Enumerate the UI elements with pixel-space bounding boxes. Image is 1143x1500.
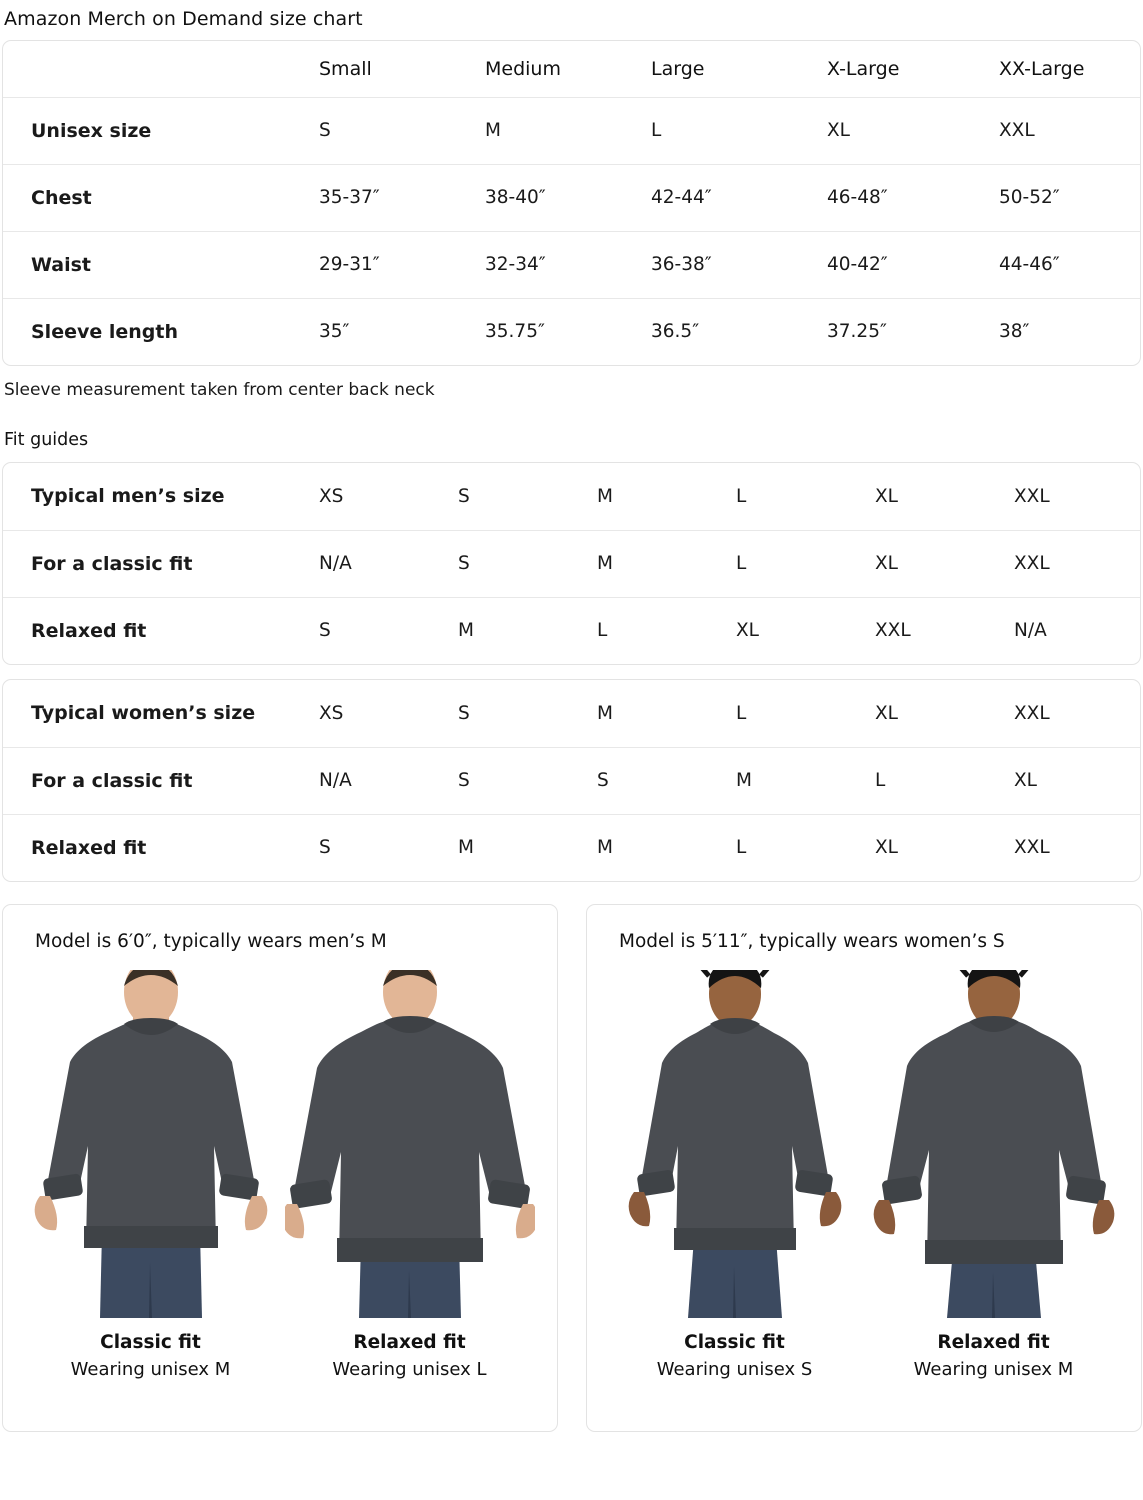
womens-model-caption: Model is 5′11″, typically wears women’s S (619, 931, 1005, 952)
womens-captions (605, 1324, 1123, 1380)
mens-captions (21, 1324, 539, 1380)
row-label-womens-relaxed-fit: Relaxed fit (31, 836, 147, 859)
table-row (3, 814, 1141, 881)
table-row (3, 164, 1140, 231)
cell-womens-classic-3: S (597, 747, 736, 814)
cell-mens-typical-1: XS (319, 463, 458, 530)
cell-mens-relaxed-3: L (597, 620, 608, 642)
female-model-relaxed-illustration (869, 970, 1119, 1318)
page-title: Amazon Merch on Demand size chart (4, 8, 363, 30)
mens-figures (21, 958, 539, 1318)
womens-figures (605, 958, 1123, 1318)
womens-relaxed-caption-block (869, 1324, 1119, 1380)
cell-waist-xxlarge: 44-46″ (999, 231, 1140, 298)
cell-womens-typical-1: XS (319, 680, 458, 747)
mens-relaxed-wearing-label: Wearing unisex L (332, 1359, 487, 1380)
male-model-classic-illustration (26, 970, 276, 1318)
cell-mens-relaxed-6: N/A (1014, 620, 1047, 642)
cell-mens-classic-6: XXL (1014, 530, 1141, 597)
womens-fit-guide-card (2, 679, 1141, 882)
table-row (3, 680, 1141, 747)
header-cell-xxlarge: XX-Large (999, 41, 1140, 97)
male-model-relaxed-illustration (285, 970, 535, 1318)
cell-waist-large: 36-38″ (651, 231, 827, 298)
cell-waist-medium: 32-34″ (485, 231, 651, 298)
mens-model-card (2, 904, 558, 1432)
size-chart-table (3, 41, 1140, 365)
cell-mens-relaxed-4: XL (736, 620, 759, 642)
cell-unisex-xlarge: XL (827, 97, 999, 164)
cell-womens-relaxed-1: S (319, 837, 331, 859)
cell-unisex-large: L (651, 97, 827, 164)
cell-chest-large: 42-44″ (651, 164, 827, 231)
header-cell-small: Small (319, 41, 485, 97)
table-row (3, 463, 1141, 530)
mens-relaxed-fit-figure (285, 970, 535, 1318)
womens-classic-caption-block (610, 1324, 860, 1380)
cell-womens-typical-3: M (597, 680, 736, 747)
row-label-sleeve-length: Sleeve length (31, 320, 178, 343)
table-row (3, 97, 1140, 164)
table-row (3, 747, 1141, 814)
womens-classic-wearing-label: Wearing unisex S (656, 1359, 813, 1380)
header-cell-xlarge: X-Large (827, 41, 999, 97)
mens-classic-wearing-label: Wearing unisex M (70, 1359, 231, 1380)
cell-unisex-small: S (319, 97, 485, 164)
cell-mens-classic-4: L (736, 530, 875, 597)
cell-waist-small: 29-31″ (319, 231, 485, 298)
womens-relaxed-wearing-label: Wearing unisex M (913, 1359, 1074, 1380)
table-row (3, 231, 1140, 298)
cell-mens-classic-5: XL (875, 530, 1014, 597)
mens-fit-guide-card (2, 462, 1141, 665)
cell-mens-typical-4: L (736, 463, 875, 530)
cell-mens-typical-5: XL (875, 463, 1014, 530)
cell-womens-classic-1: N/A (319, 747, 458, 814)
fit-guides-label: Fit guides (4, 430, 89, 450)
mens-classic-caption-block (26, 1324, 276, 1380)
womens-fit-table (3, 680, 1141, 881)
mens-classic-fit-label: Classic fit (100, 1332, 201, 1353)
row-label-mens-classic-fit: For a classic fit (3, 530, 319, 597)
cell-unisex-xxlarge: XXL (999, 97, 1140, 164)
cell-womens-relaxed-3: M (597, 837, 613, 859)
table-row (3, 597, 1141, 664)
cell-womens-typical-5: XL (875, 680, 1014, 747)
cell-womens-classic-5: L (875, 747, 1014, 814)
table-header-row (3, 41, 1140, 97)
cell-womens-relaxed-2: M (458, 837, 474, 859)
cell-mens-relaxed-2: M (458, 620, 474, 642)
cell-womens-relaxed-6: XXL (1014, 837, 1050, 859)
cell-womens-typical-2: S (458, 680, 597, 747)
mens-relaxed-caption-block (285, 1324, 535, 1380)
womens-relaxed-fit-label: Relaxed fit (937, 1332, 1050, 1353)
cell-womens-typical-4: L (736, 680, 875, 747)
cell-chest-xlarge: 46-48″ (827, 164, 999, 231)
size-chart-card (2, 40, 1141, 366)
mens-classic-fit-figure (26, 970, 276, 1318)
cell-mens-classic-3: M (597, 530, 736, 597)
cell-mens-classic-2: S (458, 530, 597, 597)
cell-chest-small: 35-37″ (319, 164, 485, 231)
cell-womens-typical-6: XXL (1014, 680, 1141, 747)
table-row (3, 530, 1141, 597)
cell-mens-relaxed-5: XXL (875, 620, 911, 642)
cell-unisex-medium: M (485, 97, 651, 164)
cell-sleeve-xlarge: 37.25″ (827, 321, 887, 343)
cell-chest-medium: 38-40″ (485, 164, 651, 231)
row-label-mens-relaxed-fit: Relaxed fit (31, 619, 147, 642)
header-cell-blank (3, 41, 319, 97)
womens-classic-fit-label: Classic fit (684, 1332, 785, 1353)
row-label-typical-mens-size: Typical men’s size (3, 463, 319, 530)
header-cell-medium: Medium (485, 41, 651, 97)
cell-sleeve-xxlarge: 38″ (999, 321, 1030, 343)
female-model-classic-illustration (610, 970, 860, 1318)
header-cell-large: Large (651, 41, 827, 97)
cell-womens-relaxed-5: XL (875, 837, 898, 859)
womens-classic-fit-figure (610, 970, 860, 1318)
sleeve-measurement-note: Sleeve measurement taken from center back neck (4, 380, 435, 400)
cell-mens-classic-1: N/A (319, 530, 458, 597)
cell-mens-relaxed-1: S (319, 620, 331, 642)
womens-relaxed-fit-figure (869, 970, 1119, 1318)
row-label-typical-womens-size: Typical women’s size (3, 680, 319, 747)
cell-sleeve-medium: 35.75″ (485, 321, 545, 343)
row-label-waist: Waist (3, 231, 319, 298)
cell-mens-typical-2: S (458, 463, 597, 530)
cell-mens-typical-3: M (597, 463, 736, 530)
row-label-chest: Chest (3, 164, 319, 231)
model-photos-row (2, 904, 1143, 1432)
mens-relaxed-fit-label: Relaxed fit (353, 1332, 466, 1353)
womens-model-card (586, 904, 1142, 1432)
row-label-womens-classic-fit: For a classic fit (3, 747, 319, 814)
cell-womens-relaxed-4: L (736, 837, 747, 859)
table-row (3, 298, 1140, 365)
cell-sleeve-small: 35″ (319, 321, 350, 343)
cell-womens-classic-4: M (736, 747, 875, 814)
mens-model-caption: Model is 6′0″, typically wears men’s M (35, 931, 387, 952)
cell-chest-xxlarge: 50-52″ (999, 164, 1140, 231)
cell-sleeve-large: 36.5″ (651, 321, 700, 343)
cell-womens-classic-2: S (458, 747, 597, 814)
cell-mens-typical-6: XXL (1014, 463, 1141, 530)
cell-waist-xlarge: 40-42″ (827, 231, 999, 298)
cell-womens-classic-6: XL (1014, 747, 1141, 814)
row-label-unisex-size: Unisex size (3, 97, 319, 164)
mens-fit-table (3, 463, 1141, 664)
